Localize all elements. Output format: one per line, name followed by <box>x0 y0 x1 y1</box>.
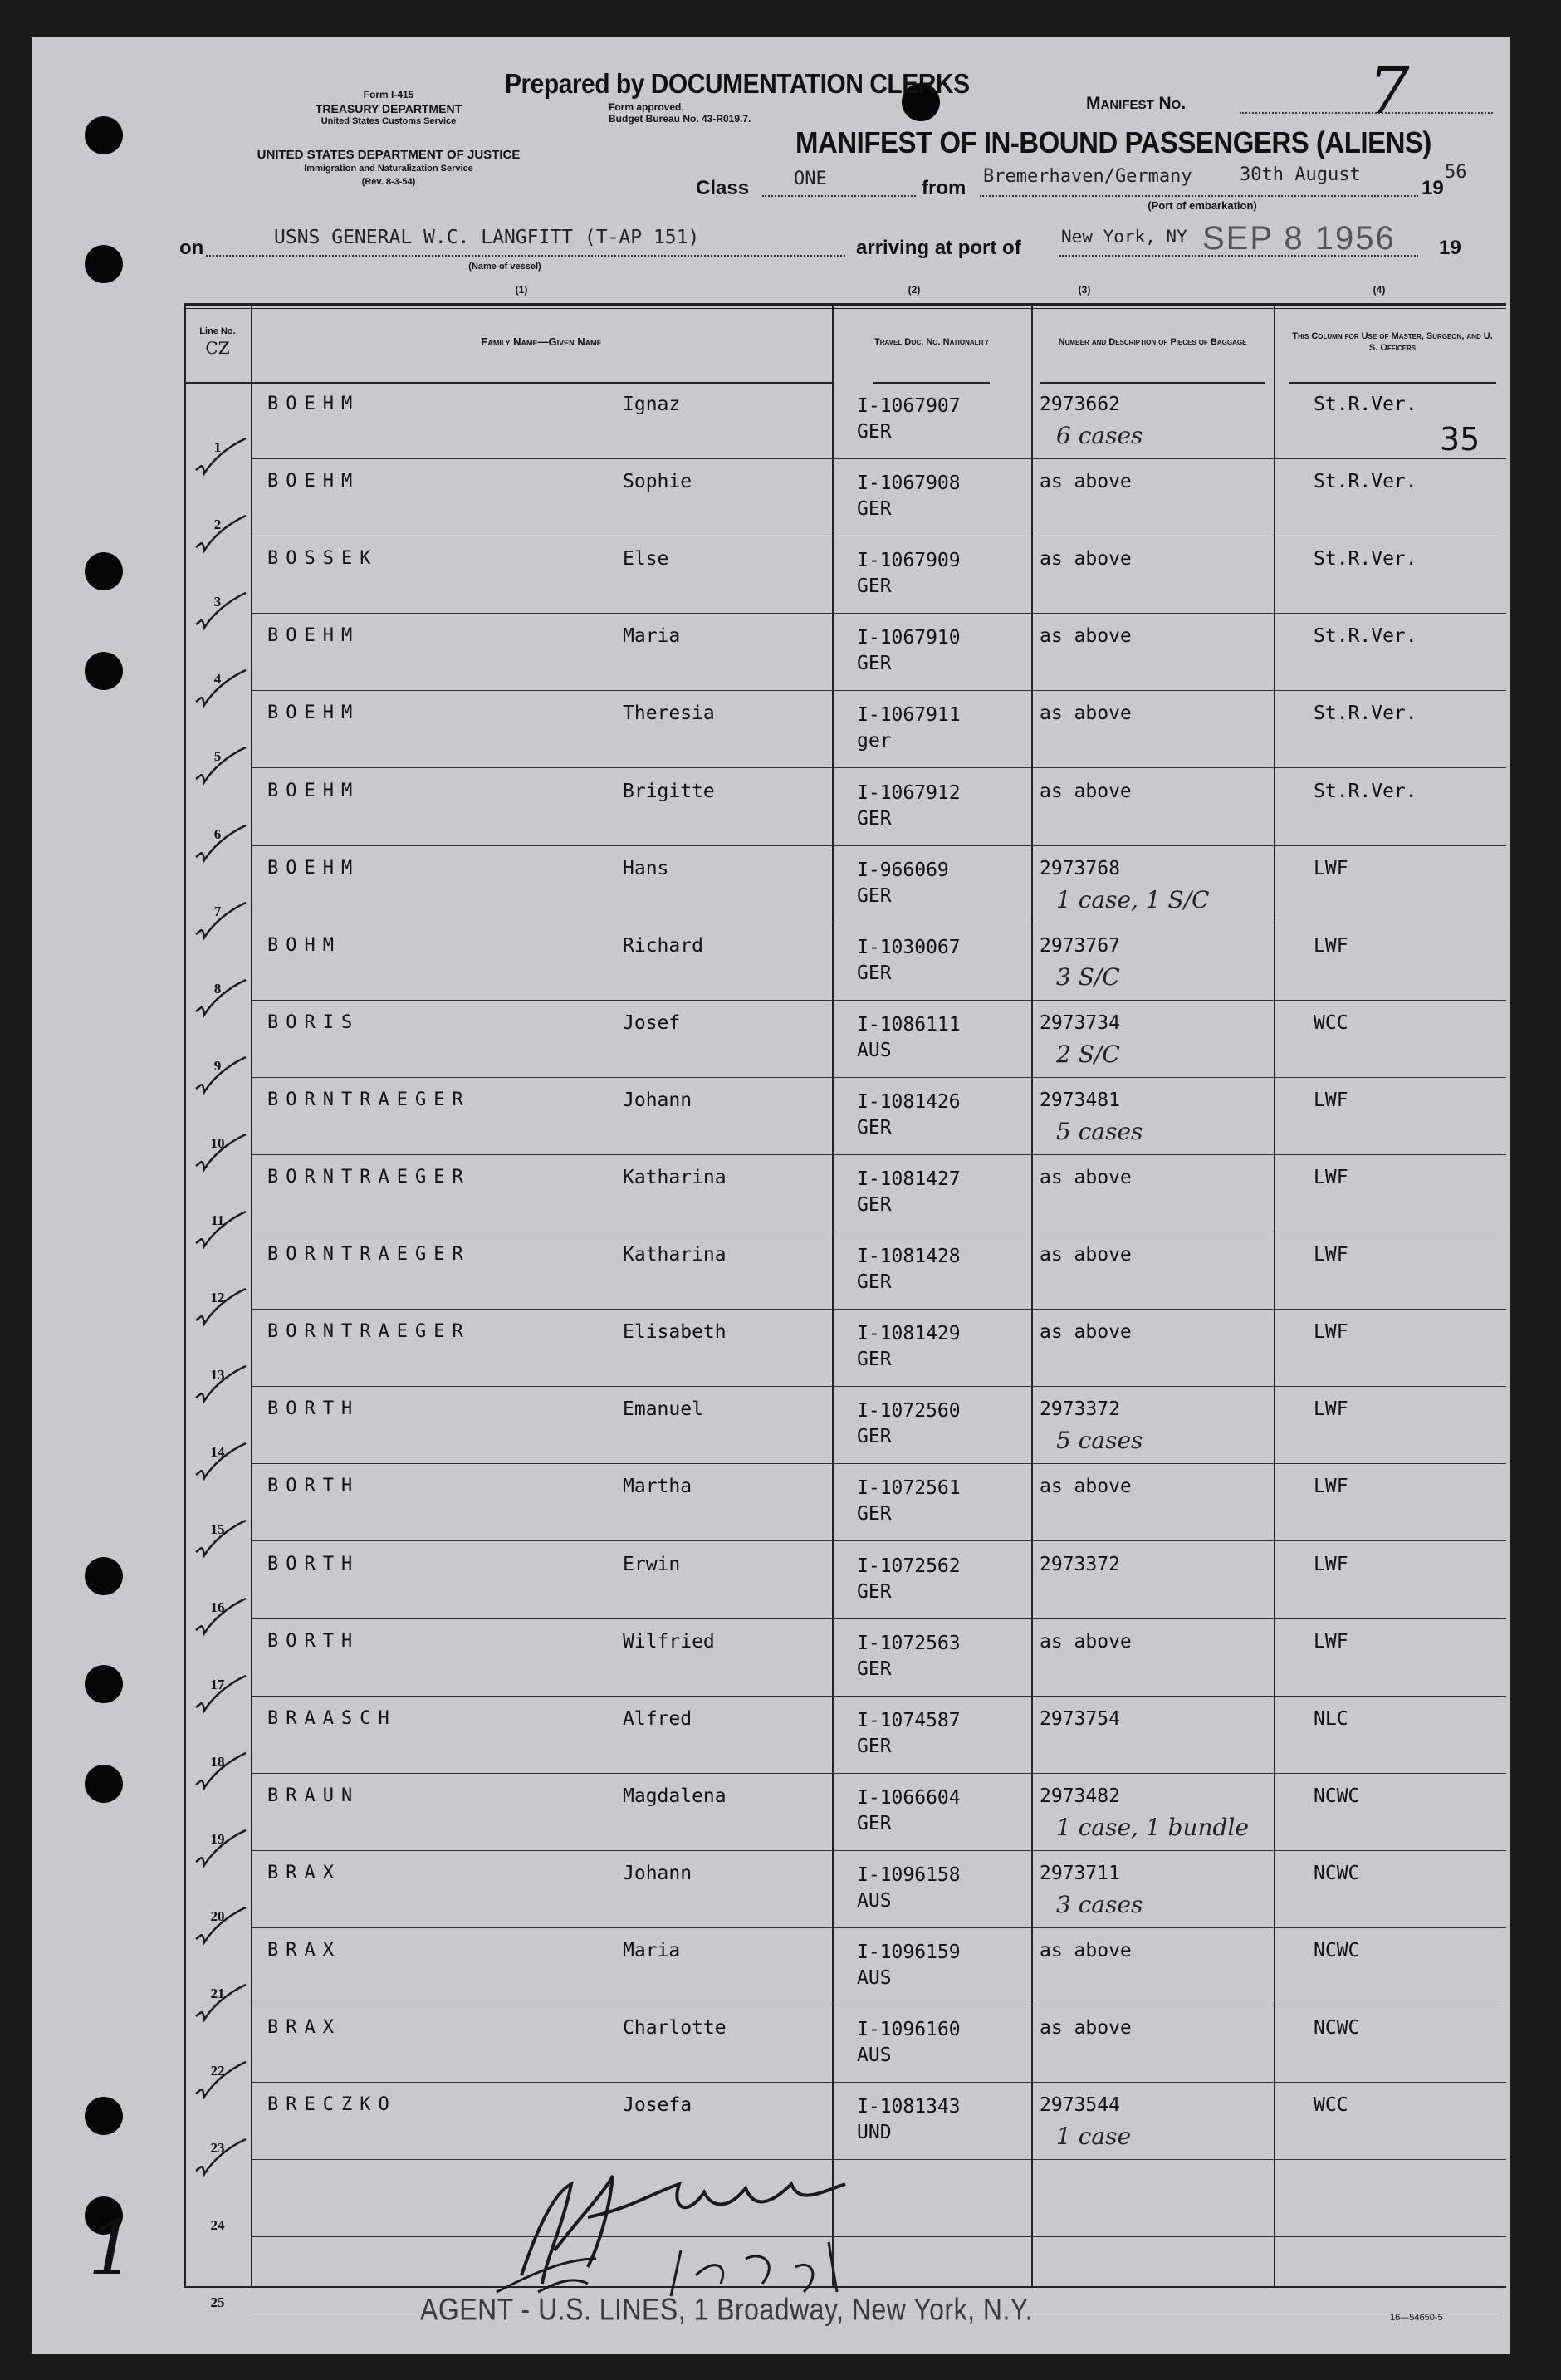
punch-hole <box>85 1557 123 1595</box>
table-row <box>184 459 1506 536</box>
nationality: ger <box>857 730 892 752</box>
family-name: BOEHM <box>267 471 360 492</box>
doc-number: I-1096160 <box>857 2019 961 2041</box>
line-number: 22 <box>210 2063 225 2079</box>
family-name: BORTH <box>267 1630 360 1652</box>
officer-note: NLC <box>1314 1707 1348 1730</box>
nationality: GER <box>857 1503 892 1525</box>
prepared-by-stamp: Prepared by DOCUMENTATION CLERKS <box>505 69 970 100</box>
table-row <box>184 1697 1506 1774</box>
nationality: AUS <box>857 2045 892 2067</box>
date-value: 30th August <box>1240 164 1361 185</box>
table-row <box>184 1851 1506 1928</box>
agent-stamp: AGENT - U.S. LINES, 1 Broadway, New York, N.Y. <box>420 2292 1033 2327</box>
vessel-name: USNS GENERAL W.C. LANGFITT (T-AP 151) <box>274 227 700 248</box>
travel-doc <box>857 394 961 445</box>
line-number: 11 <box>210 1212 225 1228</box>
line-number: 13 <box>210 1367 225 1383</box>
travel-doc <box>857 1244 961 1295</box>
table-row <box>184 1542 1506 1619</box>
travel-doc <box>857 1554 961 1605</box>
nationality: GER <box>857 807 892 830</box>
doc-number: I-1081343 <box>857 2096 961 2118</box>
given-name: Martha <box>623 1476 692 1498</box>
baggage: 2973372 <box>1040 1398 1120 1421</box>
nationality: GER <box>857 962 892 984</box>
baggage: as above <box>1040 1244 1132 1266</box>
nationality: GER <box>857 1349 892 1371</box>
officer-note: St.R.Ver. <box>1314 394 1417 415</box>
nationality: AUS <box>857 1039 892 1061</box>
on-label: on <box>179 237 204 259</box>
dept-justice: UNITED STATES DEPARTMENT OF JUSTICE <box>257 148 521 162</box>
doc-number: I-1072560 <box>857 1400 961 1423</box>
family-name: BOEHM <box>267 394 360 414</box>
arrival-port: New York, NY <box>1061 227 1187 247</box>
doc-number: I-966069 <box>857 859 949 881</box>
form-approved: Form approved. <box>609 101 684 113</box>
table-row <box>184 1310 1506 1387</box>
table-row <box>184 614 1506 691</box>
baggage-handwritten: 1 case, 1 bundle <box>1056 1813 1249 1841</box>
family-name: BOHM <box>267 934 341 956</box>
travel-doc <box>857 1321 961 1373</box>
line-number: 12 <box>210 1290 225 1306</box>
baggage-handwritten: 5 cases <box>1056 1427 1143 1455</box>
punch-hole <box>85 2097 123 2135</box>
header-baggage: Number and Description of Pieces of Baggage <box>1040 303 1265 384</box>
doc-number: I-1081429 <box>857 1323 961 1345</box>
family-name: BRAUN <box>267 1785 360 1806</box>
officer-note: LWF <box>1314 1089 1348 1111</box>
table-row <box>184 1078 1506 1155</box>
doc-number: I-1072561 <box>857 1477 961 1500</box>
header-officers: This Column for Use of Master, Surgeon, and U. S. Officers <box>1289 303 1496 384</box>
line-number: 10 <box>210 1134 225 1151</box>
class-line <box>762 195 916 197</box>
from-label: from <box>922 177 966 199</box>
baggage: as above <box>1040 548 1132 571</box>
given-name: Wilfried <box>623 1630 715 1653</box>
officer-note: LWF <box>1314 1398 1348 1421</box>
year-prefix: 19 <box>1422 177 1444 199</box>
family-name: BORTH <box>267 1398 360 1420</box>
punch-hole <box>85 245 123 283</box>
line-number: 2 <box>213 517 222 533</box>
travel-doc <box>857 471 961 522</box>
doc-number: I-1096159 <box>857 1942 961 1963</box>
nationality: GER <box>857 575 892 598</box>
doc-number: I-1072563 <box>857 1632 961 1654</box>
given-name: Johann <box>623 1089 692 1111</box>
travel-doc <box>857 548 961 600</box>
baggage: as above <box>1040 1630 1132 1653</box>
table-row <box>184 1928 1506 2005</box>
travel-doc <box>857 935 961 987</box>
family-name: BOEHM <box>267 780 360 801</box>
baggage: as above <box>1040 625 1132 648</box>
officer-note: St.R.Ver. <box>1314 548 1417 571</box>
line-number: 5 <box>213 748 222 765</box>
nationality: UND <box>857 2122 892 2144</box>
table-row <box>184 382 1506 459</box>
nationality: GER <box>857 1426 892 1448</box>
header-name: Family Name—Given Name <box>251 303 832 384</box>
given-name: Ignaz <box>623 394 681 415</box>
travel-doc <box>857 1167 961 1218</box>
table-row <box>184 1387 1506 1464</box>
year-value: 56 <box>1445 162 1467 183</box>
given-name: Emanuel <box>623 1398 703 1421</box>
nationality: AUS <box>857 1889 892 1912</box>
officer-note: St.R.Ver. <box>1314 703 1417 725</box>
travel-doc <box>857 625 961 677</box>
travel-doc <box>857 1012 961 1064</box>
baggage-handwritten: 5 cases <box>1056 1117 1143 1145</box>
form-number: Form I-415 <box>363 89 414 100</box>
baggage: 2973482 <box>1040 1785 1120 1807</box>
line-number: 23 <box>210 2140 225 2157</box>
officer-note: LWF <box>1314 1553 1348 1575</box>
travel-doc <box>857 1863 961 1914</box>
baggage: as above <box>1040 471 1132 493</box>
nationality: GER <box>857 1116 892 1139</box>
travel-doc <box>857 1476 961 1527</box>
baggage: as above <box>1040 1321 1132 1344</box>
officer-note: NCWC <box>1314 2017 1360 2040</box>
baggage-handwritten: 2 S/C <box>1056 1040 1120 1068</box>
line-number: 9 <box>213 1057 222 1074</box>
baggage: 2973711 <box>1040 1862 1120 1884</box>
travel-doc <box>857 1398 961 1450</box>
col-number-2: (2) <box>908 284 921 296</box>
baggage: as above <box>1040 780 1132 802</box>
line-number: 20 <box>210 1907 225 1924</box>
given-name: Brigitte <box>623 780 715 802</box>
baggage: as above <box>1040 703 1132 725</box>
line-number: 3 <box>213 594 222 610</box>
nationality: GER <box>857 1194 892 1216</box>
manifest-no-line <box>1240 112 1493 114</box>
line-number: 6 <box>213 825 222 842</box>
given-name: Erwin <box>623 1553 681 1575</box>
line-number: 17 <box>210 1676 225 1692</box>
dept-treasury: TREASURY DEPARTMENT <box>315 102 462 115</box>
nationality: GER <box>857 1271 892 1294</box>
margin-mark: 1 <box>88 2205 136 2292</box>
officer-note: LWF <box>1314 1630 1348 1653</box>
manifest-no-label: Manifest No. <box>1086 94 1187 113</box>
table-row <box>184 1001 1506 1078</box>
baggage-handwritten: 6 cases <box>1056 422 1143 449</box>
arriving-label: arriving at port of <box>856 237 1021 259</box>
doc-number: I-1030067 <box>857 936 961 958</box>
manifest-page <box>32 37 1510 2354</box>
nationality: AUS <box>857 1967 892 1989</box>
table-row <box>184 769 1506 846</box>
baggage: 2973768 <box>1040 857 1120 879</box>
family-name: BORIS <box>267 1011 360 1033</box>
header-doc: Travel Doc. No. Nationality <box>873 303 990 384</box>
form-revision: (Rev. 8-3-54) <box>361 177 416 187</box>
officer-note: LWF <box>1314 1244 1348 1266</box>
officer-note: LWF <box>1314 934 1348 957</box>
family-name: BOSSEK <box>267 548 379 570</box>
family-name: BORNTRAEGER <box>267 1244 471 1266</box>
table-row <box>184 2083 1506 2160</box>
given-name: Alfred <box>623 1707 692 1730</box>
given-name: Johann <box>623 1862 692 1884</box>
baggage: as above <box>1040 1167 1132 1188</box>
doc-number: I-1067911 <box>857 704 961 727</box>
col-number-4: (4) <box>1373 284 1386 296</box>
baggage-handwritten: 3 S/C <box>1056 962 1120 991</box>
baggage: as above <box>1040 1476 1132 1498</box>
travel-doc <box>857 781 961 832</box>
baggage: as above <box>1040 2017 1132 2040</box>
doc-number: I-1081428 <box>857 1246 961 1268</box>
doc-number: I-1067908 <box>857 473 961 495</box>
line-number: 16 <box>210 1599 225 1615</box>
travel-doc <box>857 858 949 909</box>
given-name: Katharina <box>623 1167 727 1188</box>
arrival-year-prefix: 19 <box>1439 237 1461 259</box>
travel-doc <box>857 2094 961 2146</box>
family-name: BRAX <box>267 1862 341 1883</box>
family-name: BORTH <box>267 1476 360 1497</box>
punch-hole <box>85 652 123 690</box>
port-embark-label: (Port of embarkation) <box>1148 199 1257 212</box>
baggage: 2973481 <box>1040 1089 1120 1111</box>
travel-doc <box>857 1708 961 1760</box>
doc-number: I-1067912 <box>857 781 961 804</box>
nationality: GER <box>857 1735 892 1757</box>
nationality: GER <box>857 421 892 443</box>
travel-doc <box>857 1090 961 1141</box>
doc-number: I-1067909 <box>857 550 961 572</box>
given-name: Josefa <box>623 2094 692 2117</box>
officer-signature <box>463 2159 978 2309</box>
given-name: Maria <box>623 1940 681 1961</box>
family-name: BRAASCH <box>267 1707 397 1729</box>
doc-number: I-1081427 <box>857 1168 961 1190</box>
officer-note: St.R.Ver. <box>1314 780 1417 802</box>
family-name: BOEHM <box>267 625 360 647</box>
table-row <box>184 1619 1506 1697</box>
officer-note: LWF <box>1314 857 1348 879</box>
family-name: BRAX <box>267 1940 341 1961</box>
doc-number: I-1074587 <box>857 1709 961 1731</box>
given-name: Charlotte <box>623 2017 727 2040</box>
header-line-no: Line No. CZ <box>184 303 251 384</box>
given-name: Else <box>623 548 669 571</box>
officer-note: St.R.Ver. <box>1314 471 1417 493</box>
punch-hole <box>85 116 123 154</box>
col-number-1: (1) <box>515 284 528 296</box>
officer-note: LWF <box>1314 1476 1348 1498</box>
officer-note: NCWC <box>1314 1940 1360 1961</box>
vessel-line <box>206 255 845 257</box>
baggage-handwritten: 1 case, 1 S/C <box>1056 885 1210 913</box>
line-number: 19 <box>210 1830 225 1847</box>
officer-note: LWF <box>1314 1321 1348 1344</box>
baggage: 2973754 <box>1040 1707 1120 1730</box>
officer-note: St.R.Ver. <box>1314 625 1417 648</box>
nationality: GER <box>857 498 892 521</box>
baggage: 2973662 <box>1040 394 1120 415</box>
class-label: Class <box>696 177 750 199</box>
from-line <box>980 195 1418 197</box>
family-name: BOEHM <box>267 857 360 879</box>
line-number: 21 <box>210 1986 225 2001</box>
table-row <box>184 1155 1506 1232</box>
officer-note: LWF <box>1314 1167 1348 1188</box>
line-number: 25 <box>210 2294 225 2311</box>
given-name: Sophie <box>623 471 692 493</box>
col-number-3: (3) <box>1078 284 1091 296</box>
travel-doc <box>857 1940 961 1991</box>
travel-doc <box>857 703 961 754</box>
table-row <box>184 846 1506 923</box>
arrival-date-stamp: SEP 8 1956 <box>1202 220 1396 257</box>
dept-treasury-sub: United States Customs Service <box>321 116 457 126</box>
officer-note: WCC <box>1314 1011 1348 1034</box>
nationality: GER <box>857 1580 892 1603</box>
doc-number: I-1066604 <box>857 1786 961 1809</box>
table-row <box>184 1464 1506 1541</box>
budget-bureau: Budget Bureau No. 43-R019.7. <box>609 113 751 125</box>
line-number: 15 <box>210 1521 225 1538</box>
line-number: 8 <box>213 980 222 997</box>
manifest-title: MANIFEST OF IN-BOUND PASSENGERS (ALIENS) <box>795 125 1431 159</box>
family-name: BORTH <box>267 1553 360 1574</box>
officer-note: WCC <box>1314 2094 1348 2117</box>
punch-hole <box>85 1765 123 1803</box>
doc-number: I-1086111 <box>857 1013 961 1036</box>
given-name: Katharina <box>623 1244 727 1266</box>
family-name: BOEHM <box>267 703 360 724</box>
family-name: BRECZKO <box>267 2094 397 2116</box>
line-number: 18 <box>210 1753 225 1770</box>
baggage-handwritten: 1 case <box>1056 2123 1132 2151</box>
baggage-handwritten: 3 cases <box>1056 1890 1143 1918</box>
table-row <box>184 1232 1506 1310</box>
doc-number: I-1067907 <box>857 395 961 417</box>
line-number: 4 <box>213 671 222 688</box>
family-name: BRAX <box>267 2017 341 2039</box>
line-number: 24 <box>210 2217 225 2234</box>
margin-note: 35 <box>1440 421 1480 458</box>
class-value: ONE <box>794 169 827 189</box>
family-name: BORNTRAEGER <box>267 1167 471 1188</box>
table-row <box>184 2005 1506 2083</box>
given-name: Elisabeth <box>623 1321 727 1344</box>
vessel-label: (Name of vessel) <box>468 262 541 272</box>
doc-number: I-1067910 <box>857 627 961 649</box>
baggage: 2973767 <box>1040 934 1120 957</box>
nationality: GER <box>857 1658 892 1680</box>
punch-hole <box>85 552 123 590</box>
doc-number: I-1096158 <box>857 1863 961 1886</box>
doc-number: I-1072562 <box>857 1555 961 1577</box>
officer-note: NCWC <box>1314 1862 1360 1884</box>
manifest-no-value: 7 <box>1368 54 1410 129</box>
nationality: GER <box>857 1812 892 1834</box>
line-number: 14 <box>210 1444 225 1461</box>
nationality: GER <box>857 653 892 675</box>
baggage: 2973372 <box>1040 1553 1120 1575</box>
nationality: GER <box>857 884 892 907</box>
travel-doc <box>857 2017 961 2069</box>
table-row <box>184 536 1506 614</box>
line-number: 7 <box>213 903 222 919</box>
table-row <box>184 923 1506 1001</box>
travel-doc <box>857 1785 961 1837</box>
baggage: as above <box>1040 1940 1132 1961</box>
family-name: BORNTRAEGER <box>267 1321 471 1343</box>
baggage: 2973734 <box>1040 1011 1120 1034</box>
punch-hole <box>85 1665 123 1703</box>
given-name: Josef <box>623 1011 681 1034</box>
officer-note: NCWC <box>1314 1785 1360 1807</box>
given-name: Richard <box>623 934 703 957</box>
given-name: Hans <box>623 857 669 879</box>
print-code: 16—54650-5 <box>1390 2313 1443 2323</box>
from-value: Bremerhaven/Germany <box>983 166 1192 187</box>
dept-justice-sub: Immigration and Naturalization Service <box>304 164 473 174</box>
table-row <box>184 691 1506 768</box>
family-name: BORNTRAEGER <box>267 1089 471 1110</box>
given-name: Maria <box>623 625 681 648</box>
doc-number: I-1081426 <box>857 1090 961 1113</box>
given-name: Theresia <box>623 703 715 725</box>
table-row <box>184 1774 1506 1851</box>
line-number: 1 <box>213 439 222 455</box>
baggage: 2973544 <box>1040 2094 1120 2117</box>
given-name: Magdalena <box>623 1785 727 1807</box>
travel-doc <box>857 1631 961 1682</box>
